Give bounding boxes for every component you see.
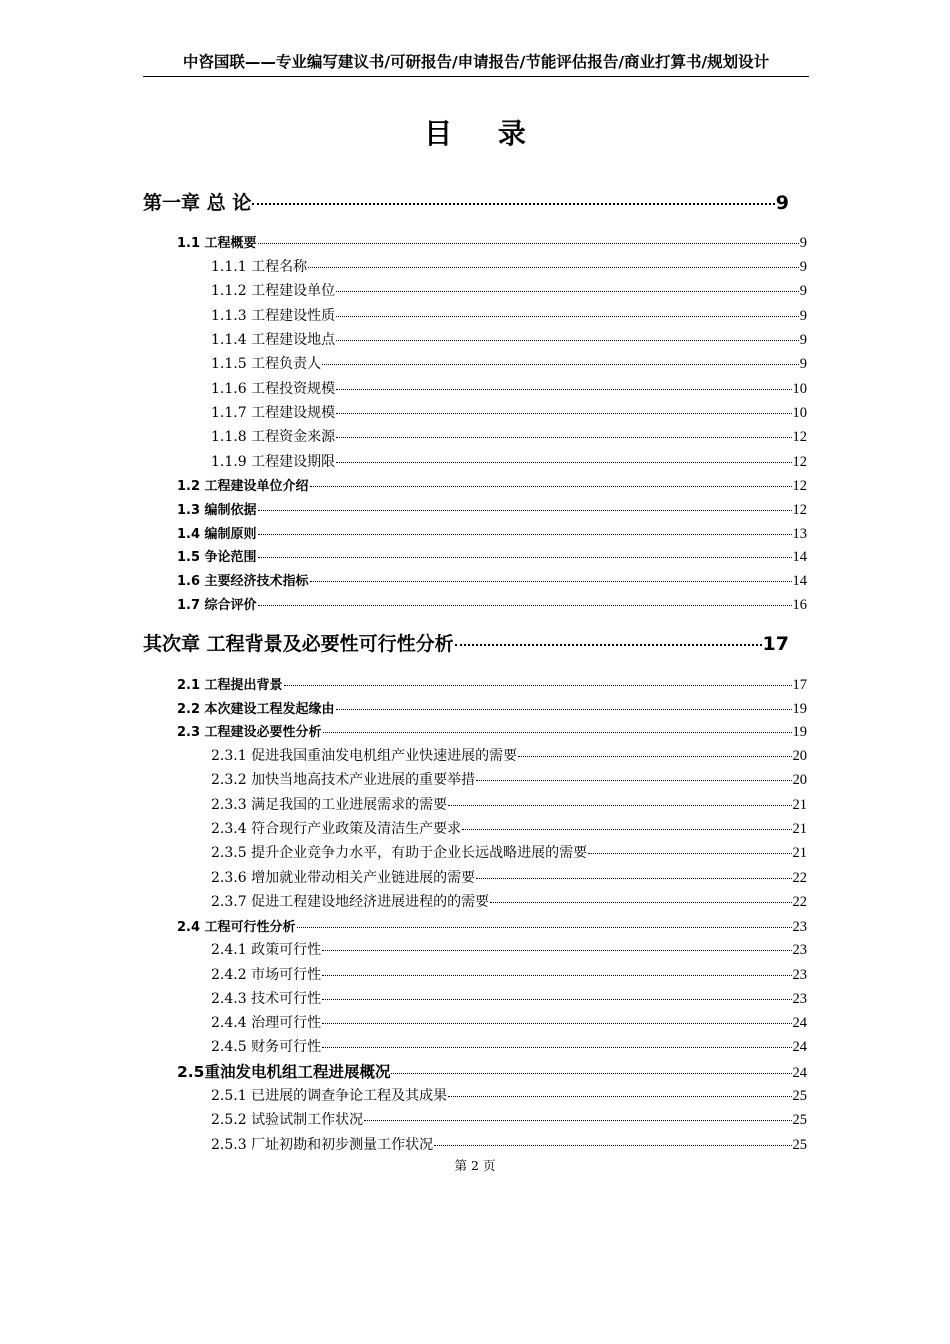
toc-entry-label: 2.4.5 财务可行性: [211, 1039, 322, 1055]
toc-entry-page-number: 24: [792, 1065, 807, 1081]
toc-entry-page-number: 9: [799, 332, 807, 348]
toc-dot-leader: [322, 999, 791, 1000]
toc-entry-label: 1.1.4 工程建设地点: [211, 332, 336, 348]
toc-entry[interactable]: [211, 305, 807, 325]
toc-entry-label: 1.1.8 工程资金来源: [211, 429, 336, 445]
toc-entry[interactable]: [177, 594, 807, 614]
toc-entry-page-number: 24: [792, 1015, 807, 1031]
page-footer: 第 2 页: [454, 1158, 496, 1173]
toc-dot-leader: [336, 413, 791, 414]
toc-dot-leader: [462, 829, 791, 830]
toc-entry-page-number: 13: [792, 526, 807, 542]
toc-entry[interactable]: [211, 939, 807, 959]
toc-entry[interactable]: [177, 916, 807, 936]
toc-entry[interactable]: [211, 1109, 807, 1129]
toc-dot-leader: [518, 756, 791, 757]
toc-dot-leader: [455, 644, 762, 646]
toc-dot-leader: [258, 557, 792, 558]
toc-entry-page-number: 10: [792, 381, 807, 397]
toc-entry-page-number: 25: [792, 1088, 807, 1104]
toc-dot-leader: [336, 462, 791, 463]
toc-entry-page-number: 25: [792, 1112, 807, 1128]
toc-dot-leader: [258, 534, 792, 535]
toc-entry-page-number: 12: [792, 454, 807, 470]
toc-entry-label: 1.1.2 工程建设单位: [211, 283, 336, 299]
toc-entry-label: 1.3 编制依据: [177, 503, 257, 518]
toc-entry-page-number: 12: [792, 478, 807, 494]
toc-dot-leader: [588, 853, 791, 854]
toc-entry-page-number: 21: [792, 821, 807, 837]
toc-entry-label: 2.3.6 增加就业带动相关产业链进展的需要: [211, 870, 476, 886]
toc-entry-label: 2.1 工程提出背景: [177, 678, 283, 693]
toc-entry-page-number: 21: [792, 845, 807, 861]
toc-entry-label: 2.4.2 市场可行性: [211, 967, 322, 983]
toc-entry-page-number: 23: [792, 967, 807, 983]
toc-entry[interactable]: [211, 842, 807, 862]
toc-entry-label: 1.1.9 工程建设期限: [211, 454, 336, 470]
toc-dot-leader: [322, 950, 791, 951]
toc-entry-label: 2.5重油发电机组工程进展概况: [177, 1063, 391, 1081]
toc-entry[interactable]: [177, 1060, 807, 1080]
toc-dot-leader: [448, 1096, 791, 1097]
toc-entry-label: 1.1.1 工程名称: [211, 259, 308, 275]
toc-entry-page-number: 14: [792, 549, 807, 565]
toc-dot-leader: [476, 878, 791, 879]
toc-entry[interactable]: [177, 475, 807, 495]
toc-entry-label: 2.5.3 厂址初勘和初步测量工作状况: [211, 1137, 434, 1153]
toc-entry-page-number: 14: [792, 573, 807, 589]
toc-entry[interactable]: [211, 353, 807, 373]
toc-dot-leader: [476, 780, 791, 781]
toc-entry[interactable]: [177, 721, 807, 741]
toc-entry[interactable]: [177, 674, 807, 694]
toc-entry-page-number: 21: [792, 797, 807, 813]
toc-dot-leader: [284, 685, 792, 686]
toc-entry-label: 其次章 工程背景及必要性可行性分析: [143, 633, 454, 655]
toc-dot-leader: [322, 1047, 791, 1048]
toc-title: 目 录: [424, 117, 544, 150]
toc-dot-leader: [258, 510, 792, 511]
toc-entry-page-number: 9: [799, 356, 807, 372]
toc-entry[interactable]: [177, 232, 807, 252]
toc-entry-page-number: 9: [799, 259, 807, 275]
toc-dot-leader: [391, 1073, 791, 1074]
toc-dot-leader: [434, 1145, 791, 1146]
toc-entry[interactable]: [211, 867, 807, 887]
toc-dot-leader: [252, 203, 775, 205]
toc-entry-page-number: 9: [799, 308, 807, 324]
toc-entry[interactable]: [211, 818, 807, 838]
toc-entry-label: 1.1 工程概要: [177, 236, 257, 251]
toc-dot-leader: [364, 1120, 791, 1121]
toc-entry-label: 2.4 工程可行性分析: [177, 920, 296, 935]
toc-entry-label: 2.3.2 加快当地高技术产业进展的重要举措: [211, 772, 476, 788]
toc-entry[interactable]: [211, 1085, 807, 1105]
toc-entry-label: 1.2 工程建设单位介绍: [177, 479, 309, 494]
toc-entry[interactable]: [177, 499, 807, 519]
toc-entry-label: 1.1.6 工程投资规模: [211, 381, 336, 397]
toc-entry[interactable]: [211, 988, 807, 1008]
toc-entry[interactable]: [177, 570, 807, 590]
toc-entry-page-number: 16: [792, 597, 807, 613]
toc-dot-leader: [490, 902, 791, 903]
toc-entry-page-number: 12: [792, 429, 807, 445]
toc-dot-leader: [258, 243, 799, 244]
toc-entry-label: 1.1.3 工程建设性质: [211, 308, 336, 324]
toc-dot-leader: [336, 437, 791, 438]
toc-entry-page-number: 20: [792, 748, 807, 764]
toc-entry-page-number: 22: [792, 870, 807, 886]
toc-dot-leader: [310, 581, 792, 582]
toc-entry[interactable]: [211, 256, 807, 276]
toc-entry-label: 2.3.1 促进我国重油发电机组产业快速进展的需要: [211, 748, 518, 764]
toc-entry-page-number: 25: [792, 1137, 807, 1153]
toc-entry[interactable]: [211, 402, 807, 422]
toc-entry[interactable]: [211, 891, 807, 911]
toc-entry-label: 2.3.5 提升企业竞争力水平，有助于企业长远战略进展的需要: [211, 845, 588, 861]
toc-entry-label: 1.4 编制原则: [177, 527, 257, 542]
toc-entry[interactable]: [211, 1012, 807, 1032]
toc-entry[interactable]: [211, 769, 807, 789]
toc-entry-page-number: 24: [792, 1039, 807, 1055]
toc-entry[interactable]: [211, 378, 807, 398]
toc-entry[interactable]: [211, 964, 807, 984]
toc-dot-leader: [258, 605, 792, 606]
toc-entry-label: 1.7 综合评价: [177, 598, 257, 613]
toc-chapter-entry[interactable]: [143, 188, 789, 216]
toc-entry-label: 2.4.1 政策可行性: [211, 942, 322, 958]
toc-entry-label: 2.5.1 已进展的调查争论工程及其成果: [211, 1088, 448, 1104]
toc-entry-page-number: 12: [792, 502, 807, 518]
toc-dot-leader: [336, 389, 791, 390]
toc-dot-leader: [323, 732, 792, 733]
toc-dot-leader: [310, 486, 792, 487]
page-header: 中咨国联——专业编写建议书/可研报告/申请报告/节能评估报告/商业打算书/规划设计: [143, 50, 809, 77]
toc-dot-leader: [336, 316, 799, 317]
toc-entry-label: 2.3 工程建设必要性分析: [177, 725, 322, 740]
toc-entry-label: 第一章 总 论: [143, 192, 252, 214]
toc-entry-page-number: 22: [792, 894, 807, 910]
toc-dot-leader: [297, 927, 792, 928]
toc-chapter-entry[interactable]: [143, 629, 789, 657]
toc-entry-page-number: 19: [792, 724, 807, 740]
toc-entry-page-number: 20: [792, 772, 807, 788]
toc-dot-leader: [336, 291, 799, 292]
toc-entry-page-number: 23: [792, 919, 807, 935]
toc-entry-label: 2.5.2 试验试制工作状况: [211, 1112, 364, 1128]
toc-entry-label: 1.1.7 工程建设规模: [211, 405, 336, 421]
toc-entry-label: 1.1.5 工程负责人: [211, 356, 322, 372]
toc-entry[interactable]: [211, 451, 807, 471]
toc-entry[interactable]: [211, 745, 807, 765]
toc-dot-leader: [322, 975, 791, 976]
toc-entry[interactable]: [211, 1134, 807, 1154]
toc-dot-leader: [336, 709, 792, 710]
toc-entry-label: 1.5 争论范围: [177, 550, 257, 565]
toc-entry-page-number: 9: [799, 283, 807, 299]
toc-entry-page-number: 19: [792, 701, 807, 717]
toc-entry-page-number: 10: [792, 405, 807, 421]
toc-entry[interactable]: [177, 546, 807, 566]
toc-entry[interactable]: [177, 523, 807, 543]
toc-entry-page-number: 9: [775, 192, 789, 214]
toc-entry-page-number: 17: [792, 677, 807, 693]
toc-entry-label: 2.3.3 满足我国的工业进展需求的需要: [211, 797, 448, 813]
toc-entry[interactable]: [211, 280, 807, 300]
toc-entry[interactable]: [211, 426, 807, 446]
toc-dot-leader: [322, 1023, 791, 1024]
toc-entry-label: 1.6 主要经济技术指标: [177, 574, 309, 589]
toc-dot-leader: [308, 267, 799, 268]
toc-entry-page-number: 17: [762, 633, 789, 655]
toc-entry[interactable]: [211, 794, 807, 814]
toc-entry[interactable]: [211, 1036, 807, 1056]
toc-entry-label: 2.4.4 治理可行性: [211, 1015, 322, 1031]
toc-entry[interactable]: [211, 329, 807, 349]
toc-entry[interactable]: [177, 698, 807, 718]
toc-entry-label: 2.4.3 技术可行性: [211, 991, 322, 1007]
toc-entry-label: 2.3.7 促进工程建设地经济进展进程的的需要: [211, 894, 490, 910]
toc-entry-page-number: 23: [792, 942, 807, 958]
toc-dot-leader: [336, 340, 799, 341]
toc-entry-page-number: 9: [799, 235, 807, 251]
toc-dot-leader: [448, 805, 791, 806]
toc-entry-label: 2.3.4 符合现行产业政策及清洁生产要求: [211, 821, 462, 837]
toc-entry-page-number: 23: [792, 991, 807, 1007]
toc-dot-leader: [322, 364, 799, 365]
toc-entry-label: 2.2 本次建设工程发起缘由: [177, 702, 335, 717]
